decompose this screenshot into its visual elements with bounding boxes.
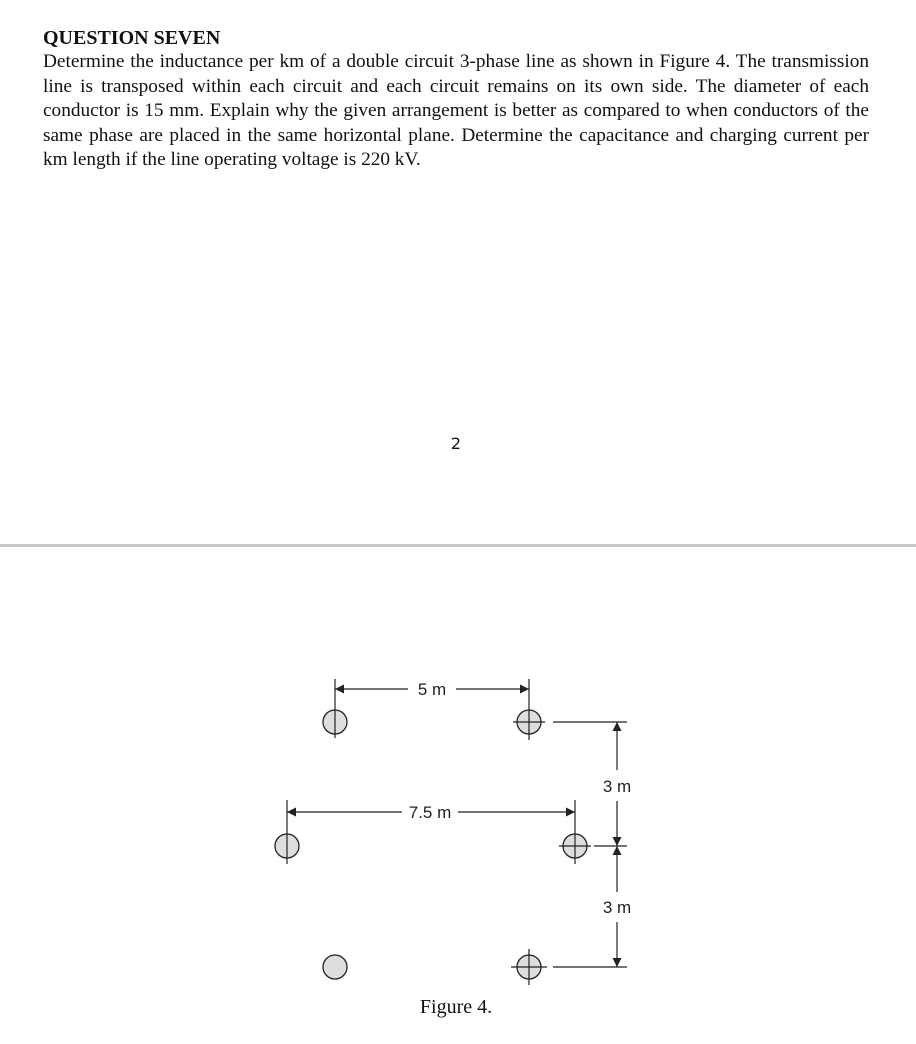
- dimension-middle-width: [287, 800, 575, 830]
- conductor-left-top: [323, 706, 347, 738]
- question-body: Determine the inductance per km of a double circuit 3-phase line as shown in Figure 4. The transmission line is transposed within each circuit and each circuit remains on its own side. The diameter of each conductor is 15 mm. Explain why the given arrangement is better as compared to when conductors of the same phase are placed in the same horizontal plane. Determine the capacitance and charging current per km length if the line operating voltage is 220 kV.: [43, 51, 869, 170]
- page-number: 2: [450, 434, 462, 453]
- conductor-right-top: [513, 706, 545, 740]
- question-block: [43, 26, 869, 173]
- conductor-right-middle: [559, 830, 591, 864]
- dim-lower-height-label: 3 m: [602, 898, 632, 917]
- dim-upper-height-label: 3 m: [602, 777, 632, 796]
- figure-caption: Figure 4.: [419, 996, 493, 1018]
- conductor-right-bottom: [511, 949, 547, 985]
- page-divider: [0, 544, 916, 547]
- dimension-top-width: [335, 679, 529, 706]
- dim-middle-width-label: 7.5 m: [408, 803, 452, 822]
- figure-4: [0, 548, 916, 1044]
- conductor-diagram: [0, 548, 916, 1044]
- question-title: QUESTION SEVEN: [43, 27, 221, 49]
- dim-top-width-label: 5 m: [417, 680, 447, 699]
- conductor-left-bottom: [323, 955, 347, 979]
- conductor-left-middle: [275, 826, 299, 864]
